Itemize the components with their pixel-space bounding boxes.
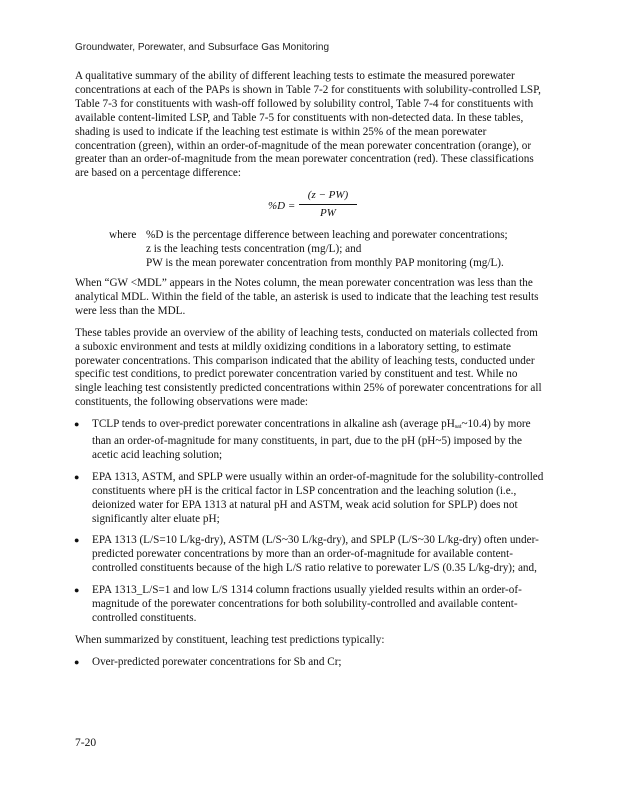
list-item: ● EPA 1313_L/S=1 and low L/S 1314 column fractions usually yielded results within an order-of-magnitude of the porewater concentrations for both solubility-controlled and available content-controlled constituents. xyxy=(74,584,522,624)
fraction-bar xyxy=(299,204,357,205)
definition-list xyxy=(146,229,545,271)
formula-definitions xyxy=(109,229,545,271)
page-number: 7-20 xyxy=(75,737,97,749)
list-item: ● TCLP tends to over-predict porewater concentrations in alkaline ash (average pHsat~10.4) by more than an order-of-magnitude for many constituents, in part, due to the pH (pH~5) imposed by the acetic acid leaching solution; xyxy=(74,418,531,461)
formula-numerator: (z − PW) xyxy=(307,189,349,202)
where-label: where xyxy=(109,229,137,242)
running-header: Groundwater, Porewater, and Subsurface Gas Monitoring xyxy=(75,42,330,53)
paragraph-summary: A qualitative summary of the ability of different leaching tests to estimate the measured porewater concentrations at each of the PAPs is shown in Table 7-2 for constituents with solubility-controlled LSP, Table 7-3 for constituents with wash-off followed by solubility control, Table 7-4 for constituents with available content-limited LSP, and Table 7-5 for constituents with non-detected data. In these tables, shading is used to indicate if the leaching test estimate is within 25% of the mean porewater concentration (green), within an order-of-magnitude of the mean porewater concentration (orange), or greater than an order-of-magnitude from the mean porewater concentration (red). These classifications are based on a percentage difference: xyxy=(75,70,541,180)
definition-pw: PW is the mean porewater concentration from monthly PAP monitoring (mg/L). xyxy=(146,257,504,270)
formula-lhs: %D = xyxy=(268,200,296,213)
paragraph-by-constituent: When summarized by constituent, leaching test predictions typically: xyxy=(75,633,385,646)
paragraph-overview: These tables provide an overview of the ability of leaching tests, conducted on materials collected from a suboxic environment and tests at mildly oxidizing conditions in a laboratory setting, to estimate porewater concentrations. This comparison indicated that the ability of leaching tests, conducted under specific test conditions, to predict porewater concentration varied by constituent and test. While no single leaching test consistently predicted concentrations within 25% of porewater concentrations for all constituents, the following observations were made: xyxy=(75,326,542,409)
body-text xyxy=(75,70,545,678)
bullet-icon: ● xyxy=(74,656,80,667)
percent-difference-formula xyxy=(75,189,545,225)
bullet-icon: ● xyxy=(74,535,80,546)
formula-fraction xyxy=(299,189,357,220)
subscript-sat: sat xyxy=(454,424,462,431)
observations-list xyxy=(75,418,545,626)
bullet-icon: ● xyxy=(74,585,80,596)
paragraph-mdl-note: When “GW <MDL” appears in the Notes column, the mean porewater concentration was less than the analytical MDL. Within the field of the table, an asterisk is used to indicate that the leaching test results were less than the MDL. xyxy=(75,276,539,317)
definition-d: %D is the percentage difference between leaching and porewater concentrations; xyxy=(146,229,508,242)
list-item: ● EPA 1313, ASTM, and SPLP were usually within an order-of-magnitude for the solubility-controlled constituents where pH is the critical factor in LSP concentration and the leaching solution (i.e., deionized water for EPA 1313 at natural pH and ASTM, weak acid solution for SPLP) does not significantly alter eluate pH; xyxy=(74,470,544,525)
bullet-icon: ● xyxy=(74,419,80,430)
definition-z: z is the leaching tests concentration (mg/L); and xyxy=(146,243,362,256)
list-item: ● Over-predicted porewater concentrations for Sb and Cr; xyxy=(74,655,342,668)
bullet-icon: ● xyxy=(74,471,80,482)
formula-denominator: PW xyxy=(320,207,336,220)
constituent-list xyxy=(75,656,545,670)
list-item: ● EPA 1313 (L/S=10 L/kg-dry), ASTM (L/S~30 L/kg-dry), and SPLP (L/S~30 L/kg-dry) often under-predicted porewater concentrations by more than an order-of-magnitude for available content-controlled constituents because of the high L/S ratio relative to porewater L/S (0.35 L/kg-dry); and, xyxy=(74,534,539,575)
